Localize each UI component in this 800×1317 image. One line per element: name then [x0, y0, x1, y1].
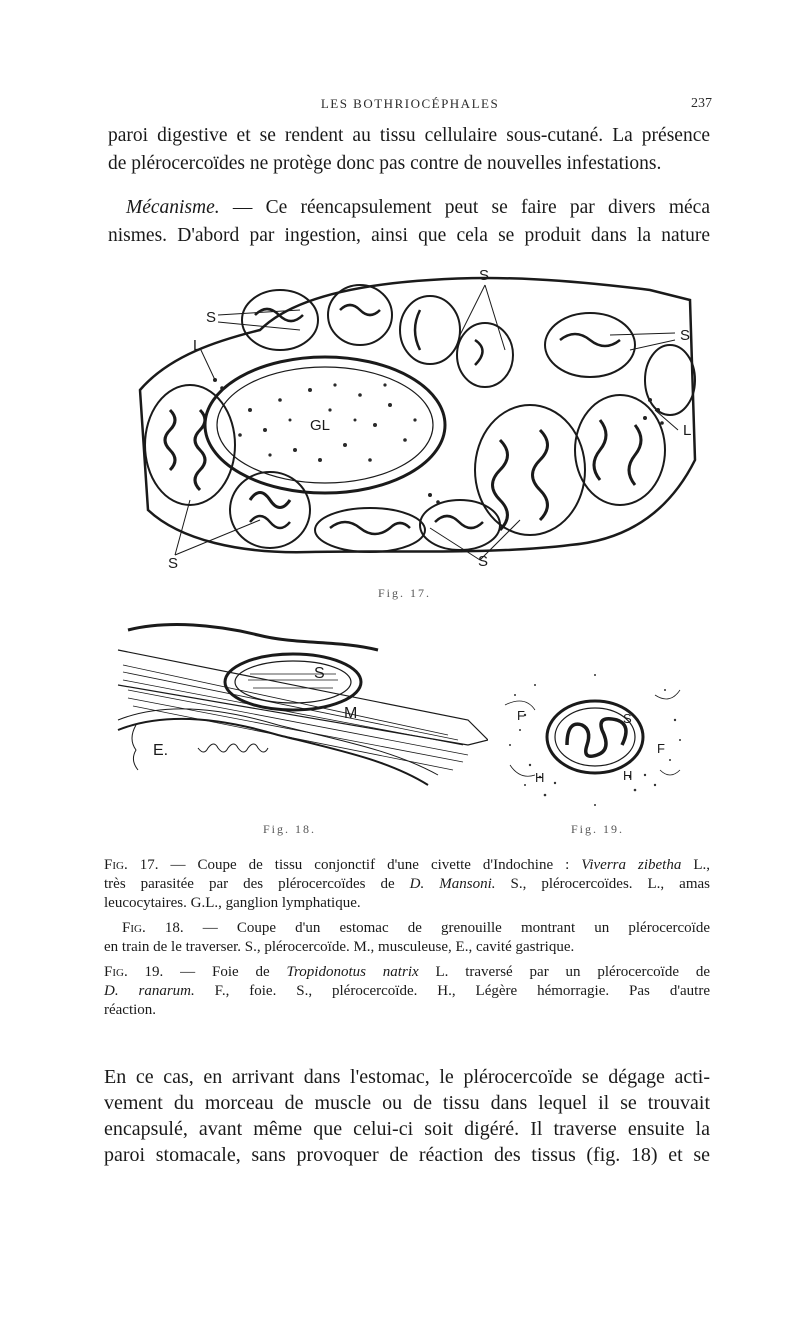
figure-18-label: Fig. 18. [263, 822, 317, 836]
fig17-letter: L [683, 422, 692, 439]
fig17-letter: S [206, 309, 217, 326]
figure-19-illustration [495, 665, 695, 815]
fig17-letter: S [479, 267, 490, 284]
caption-fig-19 [104, 963, 710, 1020]
text-line: encapsulé, avant même que celui-ci soit digéré. Il traverse ensuite la [104, 1118, 710, 1140]
text-fragment: — Ce réencapsulement peut se faire par divers méca [219, 197, 710, 218]
caption-line [104, 963, 710, 982]
caption-line: leucocytaires. G.L., ganglion lymphatique. [104, 895, 361, 911]
fig17-letter: S [680, 327, 691, 344]
running-head [108, 96, 712, 116]
caption-species: Tropidonotus natrix [286, 964, 419, 980]
caption-fig-17 [104, 856, 710, 913]
fig19-letter: H [535, 770, 545, 785]
fig18-letter: E. [153, 742, 169, 759]
caption-lead: Fig. 17. [104, 857, 159, 873]
paragraph-mecanisme [108, 194, 710, 250]
caption-line: en train de le traverser. S., plérocercoïde. M., musculeuse, E., cavité gastrique. [104, 939, 575, 955]
paragraph-closing [104, 1064, 710, 1168]
fig18-letter: M [344, 705, 358, 722]
paragraph-intro [108, 122, 710, 178]
section-title: Mécanisme. [126, 197, 220, 218]
text-line: paroi digestive et se rendent au tissu cellulaire sous-cutané. La présence [108, 125, 710, 146]
caption-fig-18 [104, 919, 710, 957]
fig17-letter: S [168, 555, 179, 572]
caption-species: D. Mansoni. [409, 876, 496, 892]
fig17-letter: S [478, 553, 489, 570]
caption-species: D. ranarum. [104, 983, 195, 999]
caption-species: Viverra zibetha [581, 857, 682, 873]
text-line: de plérocercoïdes ne protège donc pas contre de nouvelles infestations. [108, 153, 662, 174]
page-number: 237 [691, 96, 712, 111]
text-line: En ce cas, en arrivant dans l'estomac, le plérocercoïde se dégage acti- [104, 1066, 710, 1088]
figure-18-illustration [108, 610, 488, 815]
text-line: paroi stomacale, sans provoquer de réaction des tissus (fig. 18) et se [104, 1144, 710, 1166]
caption-text: S., plérocercoïdes. L., amas [495, 876, 710, 892]
caption-text: — Coupe de tissu conjonctif d'une civette d'Indochine : [158, 857, 582, 873]
caption-line [104, 982, 710, 1001]
running-title: LES BOTHRIOCÉPHALES [320, 96, 500, 111]
caption-line [104, 919, 710, 938]
caption-text: très parasitée par des plérocercoïdes de [104, 876, 410, 892]
text-line [108, 194, 710, 222]
fig19-letter: H [623, 768, 633, 783]
caption-line: réaction. [104, 1002, 157, 1018]
caption-text: F., foie. S., plérocercoïde. H., Légère hémorragie. Pas d'autre [194, 983, 710, 999]
caption-text: — Foie de [163, 964, 287, 980]
caption-lead: Fig. 18. [122, 920, 184, 936]
figure-17-label: Fig. 17. [378, 586, 432, 600]
fig18-letter: S [314, 665, 325, 682]
fig17-letter: GL [310, 417, 331, 434]
figure-19-label: Fig. 19. [571, 822, 625, 836]
caption-lead: Fig. 19. [104, 964, 164, 980]
fig19-letter: F [657, 741, 665, 756]
caption-text: L., [681, 857, 710, 873]
caption-text: — Coupe d'un estomac de grenouille montrant un plérocercoïde [183, 920, 710, 936]
caption-text: L. traversé par un plérocercoïde de [418, 964, 710, 980]
fig17-letter: L [193, 337, 202, 354]
figure-17-illustration [130, 260, 700, 580]
text-line: nismes. D'abord par ingestion, ainsi que cela se produit dans la nature [108, 225, 710, 246]
fig19-letter: S [623, 711, 632, 726]
figure-captions [104, 856, 710, 1026]
fig19-letter: F [517, 708, 525, 723]
text-line: vement du morceau de muscle ou de tissu dans lequel il se trouvait [104, 1092, 710, 1114]
caption-line [104, 856, 710, 875]
caption-line [104, 875, 710, 894]
